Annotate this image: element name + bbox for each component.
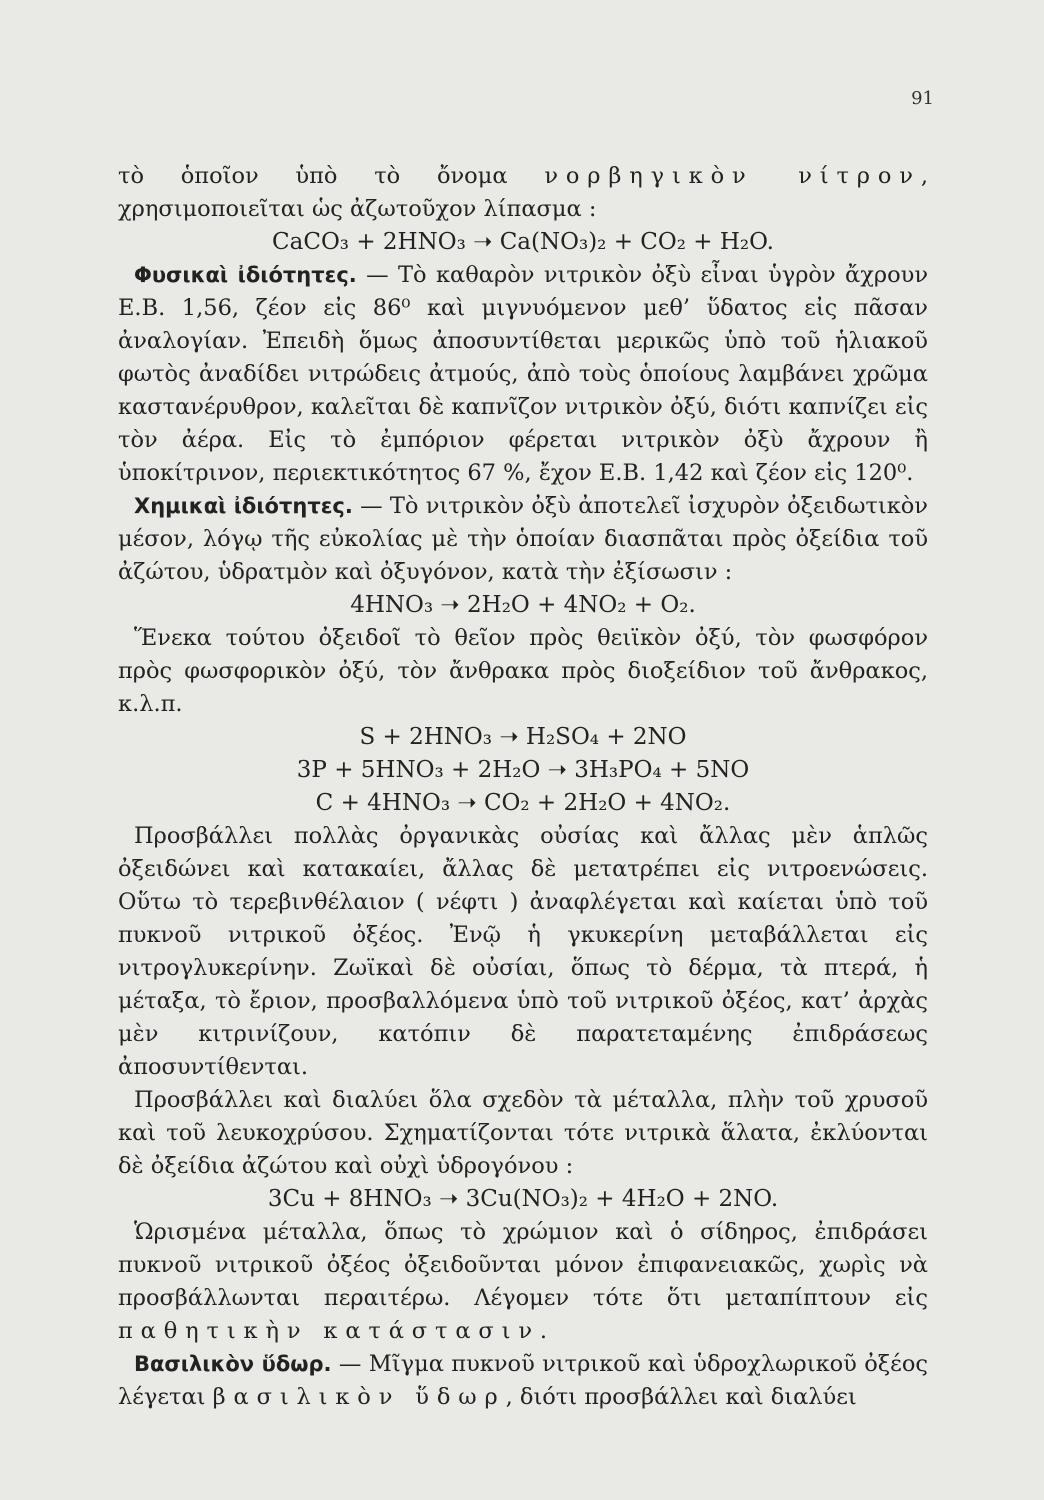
page-number: 91 bbox=[911, 88, 934, 109]
paragraph-metals: Προσβάλλει καὶ διαλύει ὅλα σχεδὸν τὰ μέταλλα, πλὴν τοῦ χρυσοῦ καὶ τοῦ λευκοχρύσου. Σχηματίζονται τότε νιτρικὰ ἅλατα, ἐκλύονται δὲ ὀξείδια ἀζώτου καὶ οὐχὶ ὑδρογόνου : bbox=[118, 1087, 928, 1179]
text: , διότι προσβάλλει καὶ διαλύει bbox=[505, 1384, 857, 1410]
equation-calcium-carbonate: CaCO₃ + 2HNO₃ ➝ Ca(NO₃)₂ + CO₂ + H₂O. bbox=[272, 229, 774, 255]
text: . bbox=[539, 1318, 548, 1344]
equation-decomposition: 4HNO₃ ➝ 2H₂O + 4NO₂ + O₂. bbox=[350, 592, 696, 618]
paragraph-physical-properties bbox=[118, 259, 928, 490]
text: — Τὸ καθαρὸν νιτρικὸν ὀξὺ εἶναι ὑγρὸν ἄχρουν Ε.Β. 1,56, ζέον εἰς 86⁰ καὶ μιγνυόμενον μεθ’ ὕδατος εἰς πᾶσαν ἀναλογίαν. Ἐπειδὴ ὅμως ἀποσυντίθεται μερικῶς ὑπὸ τοῦ ἡλιακοῦ φωτὸς ἀναδίδει νιτρώδεις ἀτμούς, ἀπὸ τοὺς ὁποίους λαμβάνει χρῶμα καστανέρυθρον, καλεῖται δὲ καπνῖζον νιτρικὸν ὀξύ, διότι καπνίζει εἰς τὸν ἀέρα. Εἰς τὸ ἐμπόριον φέρεται νιτρικὸν ὀξὺ ἄχρουν ἢ ὑποκίτρινον, περιεκτικότητος 67 %, ἔχον Ε.Β. 1,42 καὶ ζέον εἰς 120⁰. bbox=[118, 262, 929, 486]
text: , χρησιμοποιεῖται ὡς ἀζωτοῦχον λίπασμα : bbox=[118, 163, 928, 222]
spaced-term: βασιλικὸν ὕδωρ bbox=[212, 1384, 506, 1410]
section-heading-physical: Φυσικαὶ ἰδιότητες. bbox=[134, 263, 357, 287]
page-body bbox=[118, 160, 928, 1414]
paragraph-oxidation: Ἕνεκα τούτου ὀξειδοῖ τὸ θεῖον πρὸς θειϊκὸν ὀξύ, τὸν φωσφόρον πρὸς φωσφορικὸν ὀξύ, τὸν ἄνθρακα πρὸς διοξείδιον τοῦ ἄνθρακος, κ.λ.π. bbox=[118, 625, 928, 717]
equation-carbon: C + 4HNO₃ ➝ CO₂ + 2H₂O + 4NO₂. bbox=[315, 790, 731, 816]
text: — Μῖγμα πυκνοῦ νιτρικοῦ καὶ ὑδροχλωρικοῦ ὀξέος λέγεται bbox=[118, 1351, 928, 1410]
paragraph-aqua-regia bbox=[118, 1348, 928, 1414]
equation-copper: 3Cu + 8HNO₃ ➝ 3Cu(NO₃)₂ + 4H₂O + 2NO. bbox=[267, 1186, 779, 1212]
paragraph-intro bbox=[118, 160, 928, 226]
equation-sulfur: S + 2HNO₃ ➝ H₂SO₄ + 2NO bbox=[359, 724, 687, 750]
spaced-term: παθητικὴν κατάστασιν bbox=[118, 1318, 540, 1344]
paragraph-chemical-properties bbox=[118, 490, 928, 589]
text: — Τὸ νιτρικὸν ὀξὺ ἀποτελεῖ ἰσχυρὸν ὀξειδωτικὸν μέσον, λόγῳ τῆς εὐκολίας μὲ τὴν ὁποίαν διασπᾶται πρὸς ὀξείδια τοῦ ἀζώτου, ὑδρατμὸν καὶ ὀξυγόνον, κατὰ τὴν ἐξίσωσιν : bbox=[118, 493, 928, 585]
spaced-term: νορβηγικὸν νίτρον bbox=[544, 163, 921, 189]
section-heading-chemical: Χημικαὶ ἰδιότητες. bbox=[134, 494, 353, 518]
text: τὸ ὁποῖον ὑπὸ τὸ ὄνομα bbox=[118, 163, 545, 189]
text: Ὡρισμένα μέταλλα, ὅπως τὸ χρώμιον καὶ ὁ σίδηρος, ἐπιδράσει πυκνοῦ νιτρικοῦ ὀξέος ὀξειδοῦνται μόνον ἐπιφανειακῶς, χωρὶς νὰ προσβάλλωνται περαιτέρω. Λέγομεν τότε ὅτι μεταπίπτουν εἰς bbox=[118, 1219, 928, 1311]
equation-phosphorus: 3P + 5HNO₃ + 2H₂O ➝ 3H₃PO₄ + 5NO bbox=[296, 757, 750, 783]
section-heading-aqua-regia: Βασιλικὸν ὕδωρ. bbox=[134, 1352, 332, 1376]
paragraph-passive-state bbox=[118, 1216, 928, 1348]
paragraph-organic: Προσβάλλει πολλὰς ὀργανικὰς οὐσίας καὶ ἄλλας μὲν ἁπλῶς ὀξειδώνει καὶ κατακαίει, ἄλλας δὲ μετατρέπει εἰς νιτροενώσεις. Οὕτω τὸ τερεβινθέλαιον ( νέφτι ) ἀναφλέγεται καὶ καίεται ὑπὸ τοῦ πυκνοῦ νιτρικοῦ ὀξέος. Ἐνῷ ἡ γκυκερίνη μεταβάλλεται εἰς νιτρογλυκερίνην. Ζωϊκαὶ δὲ οὐσίαι, ὅπως τὸ δέρμα, τὰ πτερά, ἡ μέταξα, τὸ ἔριον, προσβαλλόμενα ὑπὸ τοῦ νιτρικοῦ ὀξέος, κατ’ ἀρχὰς μὲν κιτρινίζουν, κατόπιν δὲ παρατεταμένης ἐπιδράσεως ἀποσυντίθενται. bbox=[118, 823, 928, 1080]
